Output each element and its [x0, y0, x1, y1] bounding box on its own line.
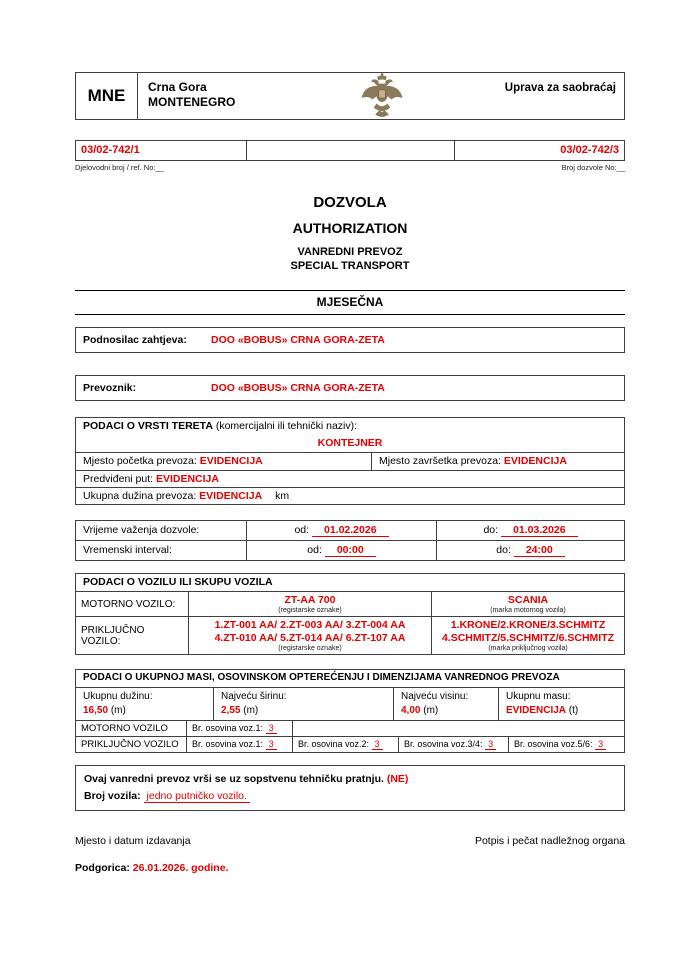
trailer-plates-caption: (registarske oznake)	[278, 645, 342, 652]
interval-from-cell	[246, 541, 436, 560]
permit-number-right: 03/02-742/3	[454, 141, 624, 160]
country-code: MNE	[76, 73, 138, 119]
interval-label: Vremenski interval:	[83, 544, 172, 556]
cargo-route-value: EVIDENCIJA	[155, 473, 219, 485]
cargo-section	[75, 417, 625, 505]
cargo-type: KONTEJNER	[317, 437, 383, 449]
trailer-makes-cell	[431, 617, 624, 654]
applicant-section	[75, 327, 625, 353]
axle-value: 3	[372, 739, 383, 750]
motor-make: SCANIA	[507, 594, 549, 606]
issue-place-date-line	[75, 862, 625, 874]
trailer-makes-caption: (marka priključnog vozila)	[488, 645, 568, 652]
motor-plate-cell	[188, 592, 431, 616]
mass-heading: PODACI O UKUPNOJ MASI, OSOVINSKOM OPTEREĆENJU I DIMENZIJAMA VANREDNOG PREVOZA	[83, 672, 560, 683]
carrier-section	[75, 375, 625, 401]
validity-date-to: 01.03.2026	[501, 524, 578, 537]
footer-labels-row	[75, 835, 625, 847]
from-label: od:	[307, 544, 322, 556]
trailer-makes-line2: 4.SCHMITZ/5.SCHMITZ/6.SCHMITZ	[441, 632, 615, 644]
trailer-axle-cell	[292, 737, 398, 752]
dim-label: Ukupnu dužinu:	[83, 691, 153, 702]
cargo-heading-row	[76, 418, 624, 435]
dim-length-cell	[76, 688, 213, 720]
trailer-plates-cell	[188, 617, 431, 654]
trailer-axles-row-label: PRIKLJUČNO VOZILO	[81, 739, 179, 750]
trailer-makes-line1: 1.KRONE/2.KRONE/3.SCHMITZ	[450, 619, 606, 631]
cargo-distance-value: EVIDENCIJA	[199, 490, 263, 502]
dim-label: Najveću širinu:	[221, 691, 287, 702]
trailer-plates-line2: 4.ZT-010 AA/ 5.ZT-014 AA/ 6.ZT-107 AA	[214, 632, 406, 644]
document-subtitle-en: SPECIAL TRANSPORT	[290, 260, 410, 272]
validity-to-cell	[436, 521, 624, 540]
ref-caption-left: Djelovodni broj / ref. No:__	[75, 163, 164, 172]
motor-plate-caption: (registarske oznake)	[278, 607, 342, 614]
cargo-distance-label: Ukupna dužina prevoza:	[83, 490, 197, 502]
dim-height-cell	[393, 688, 498, 720]
from-label: od:	[294, 524, 310, 536]
cargo-heading: PODACI O VRSTI TERETA	[83, 420, 213, 432]
escort-section	[75, 765, 625, 811]
reference-numbers-row	[75, 140, 625, 161]
axle-value: 3	[595, 739, 606, 750]
motor-make-cell	[431, 592, 624, 616]
mass-section	[75, 669, 625, 753]
interval-to-cell	[436, 541, 624, 560]
dim-unit: (m)	[423, 705, 439, 716]
cargo-heading-note: (komercijalni ili tehnički naziv):	[212, 420, 358, 432]
carrier-label: Prevoznik:	[83, 382, 137, 394]
validity-section	[75, 520, 625, 561]
axle-label: Br. osovina voz.3/4:	[404, 739, 483, 749]
validity-period-label: Vrijeme važenja dozvole:	[83, 524, 200, 536]
escort-statement-line	[84, 771, 616, 788]
applicant-label: Podnosilac zahtjeva:	[83, 334, 187, 346]
ref-caption-right: Broj dozvole No:__	[561, 163, 625, 172]
interval-time-from: 00:00	[325, 544, 376, 557]
escort-vehicles-line	[84, 788, 616, 805]
axle-label: Br. osovina voz.5/6:	[514, 739, 593, 749]
dim-unit: (m)	[243, 705, 259, 716]
vehicle-section	[75, 573, 625, 655]
ref-number-left: 03/02-742/1	[81, 144, 140, 156]
dim-mass-cell	[498, 688, 624, 720]
document-title: DOZVOLA	[313, 194, 387, 211]
issue-date: 26.01.2026. godine.	[132, 862, 229, 874]
motor-vehicle-label: MOTORNO VOZILO:	[81, 598, 176, 610]
ref-empty-cell	[246, 141, 454, 160]
cargo-end-cell	[371, 453, 624, 470]
cargo-end-label: Mjesto završetka prevoza:	[379, 455, 501, 467]
trailer-axle-cell	[186, 737, 292, 752]
trailer-vehicle-label: PRIKLJUČNO VOZILO:	[81, 624, 145, 647]
motor-axles-row-label: MOTORNO VOZILO	[81, 723, 168, 734]
motor-axle-empty-cell	[292, 721, 624, 736]
axle-label: Br. osovina voz.1:	[192, 723, 264, 733]
dim-value: EVIDENCIJA	[506, 705, 567, 716]
motor-plate: ZT-AA 700	[284, 594, 336, 606]
trailer-plates-line1: 1.ZT-001 AA/ 2.ZT-003 AA/ 3.ZT-004 AA	[214, 619, 406, 631]
dimensions-row	[76, 687, 624, 720]
axle-label: Br. osovina voz.2:	[298, 739, 370, 749]
document-title-en: AUTHORIZATION	[292, 220, 408, 236]
trailer-axle-cell	[508, 737, 624, 752]
cargo-locations-row	[76, 452, 624, 470]
validity-date-from: 01.02.2026	[312, 524, 389, 537]
carrier-value: DOO «BOBUS» CRNA GORA-ZETA	[211, 382, 385, 394]
signature-label: Potpis i pečat nadležnog organa	[474, 835, 625, 847]
validity-from-cell	[246, 521, 436, 540]
motor-make-caption: (marka motornog vozila)	[490, 607, 566, 614]
cargo-start-cell	[76, 453, 371, 470]
interval-time-to: 24:00	[514, 544, 565, 557]
dim-unit: (m)	[110, 705, 126, 716]
motor-axle-cell	[186, 721, 292, 736]
country-names	[138, 73, 352, 119]
dim-label: Ukupnu masu:	[506, 691, 571, 702]
country-name-en: MONTENEGRO	[148, 95, 236, 109]
motor-vehicle-row	[76, 591, 624, 616]
permit-period: MJESEČNA	[75, 290, 625, 315]
axle-label: Br. osovina voz.1:	[192, 739, 264, 749]
axle-value: 3	[266, 723, 277, 734]
dim-width-cell	[213, 688, 393, 720]
time-interval-row	[76, 540, 624, 560]
cargo-distance-row	[76, 487, 624, 504]
dim-value: 2,55	[221, 705, 241, 716]
document-content	[75, 72, 625, 874]
issue-place-label: Mjesto i datum izdavanja	[75, 835, 191, 847]
montenegro-coat-of-arms-icon	[352, 73, 412, 119]
cargo-distance-unit: km	[275, 490, 290, 502]
dim-value: 4,00	[401, 705, 421, 716]
agency-name: Uprava za saobraćaj	[504, 82, 616, 94]
issue-place: Podgorica:	[75, 862, 130, 874]
applicant-value: DOO «BOBUS» CRNA GORA-ZETA	[211, 334, 385, 346]
cargo-route-row	[76, 470, 624, 487]
vehicle-heading: PODACI O VOZILU ILI SKUPU VOZILA	[83, 576, 273, 588]
reference-captions	[75, 163, 625, 172]
cargo-start-value: EVIDENCIJA	[199, 455, 263, 467]
cargo-route-label: Predviđeni put:	[83, 473, 154, 485]
to-label: do:	[483, 524, 499, 536]
validity-period-row	[76, 521, 624, 540]
axle-value: 3	[485, 739, 496, 750]
axle-value: 3	[266, 739, 277, 750]
country-name: Crna Gora	[148, 80, 207, 94]
escort-vehicles-value: jedno putničko vozilo.	[144, 790, 250, 803]
document-header	[75, 72, 625, 120]
escort-statement: Ovaj vanredni prevoz vrši se uz sopstvenu tehničku pratnju.	[84, 773, 384, 785]
motor-axles-row	[76, 720, 624, 736]
cargo-end-value: EVIDENCIJA	[503, 455, 567, 467]
trailer-axle-cell	[398, 737, 508, 752]
escort-answer: (NE)	[386, 773, 409, 785]
trailer-axles-row	[76, 736, 624, 752]
dim-unit: (t)	[568, 705, 579, 716]
trailer-vehicle-row	[76, 616, 624, 654]
to-label: do:	[496, 544, 511, 556]
escort-vehicles-label: Broj vozila:	[84, 790, 141, 802]
dim-value: 16,50	[83, 705, 109, 716]
dim-label: Najveću visinu:	[401, 691, 469, 702]
cargo-start-label: Mjesto početka prevoza:	[83, 455, 197, 467]
document-subtitle: VANREDNI PREVOZ	[297, 246, 403, 258]
